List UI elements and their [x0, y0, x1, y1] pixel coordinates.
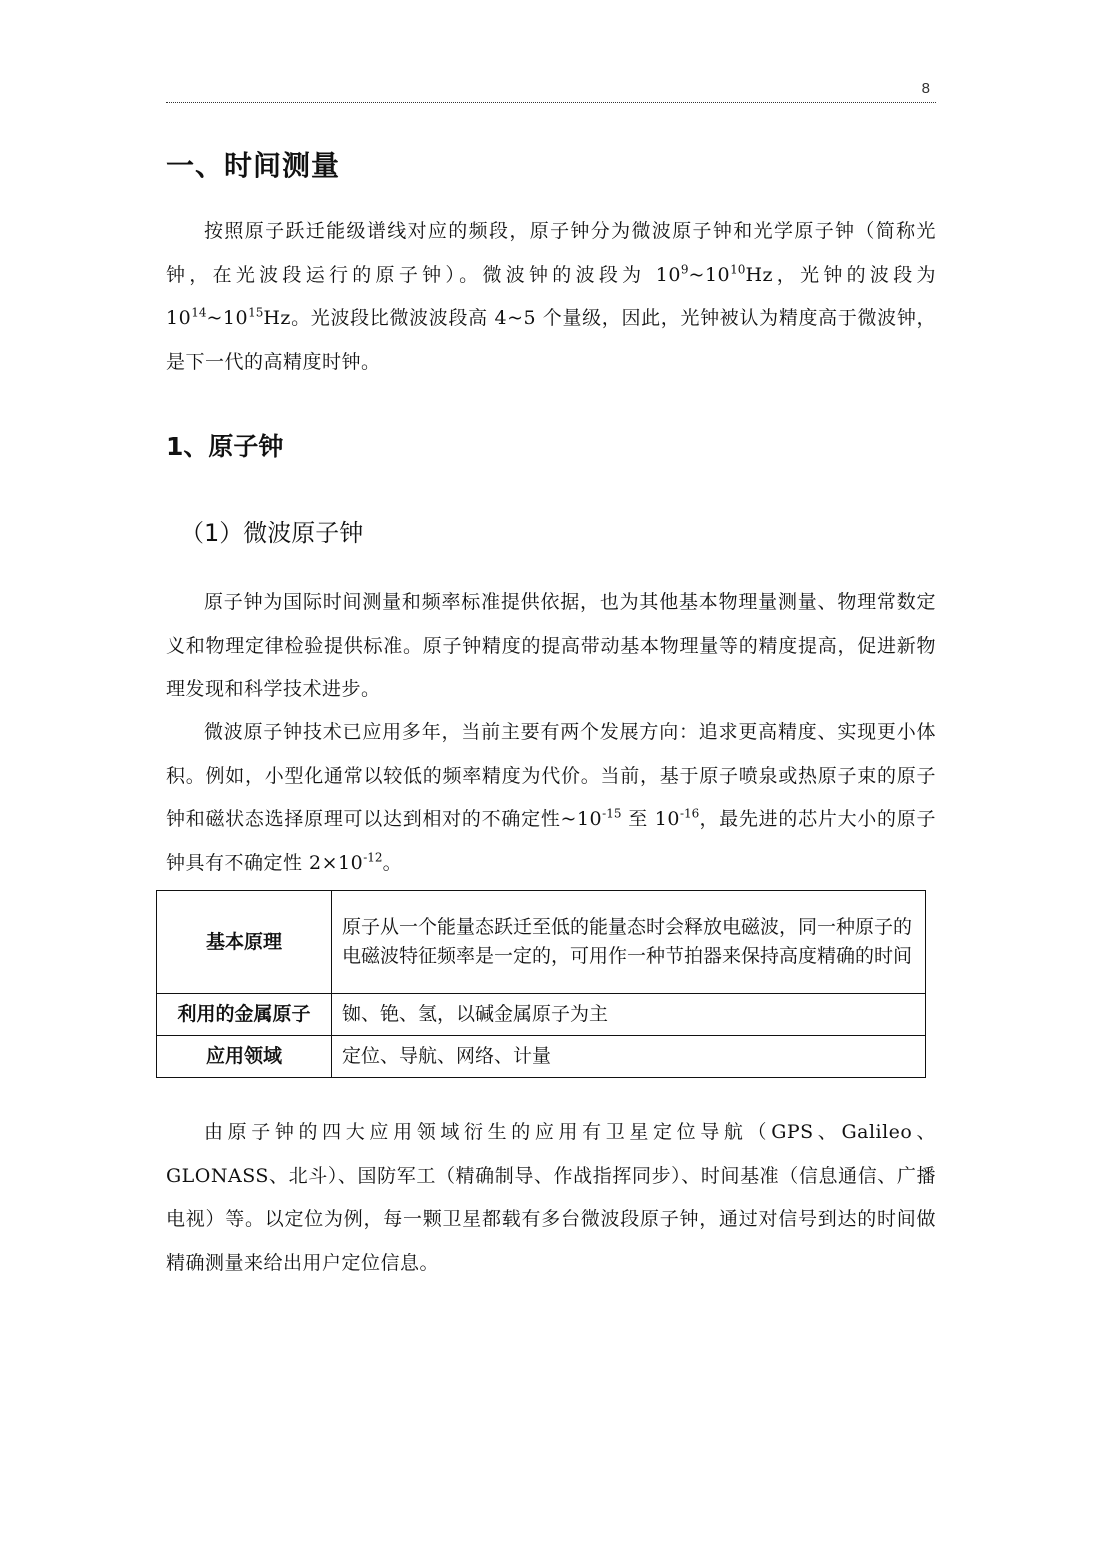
table-row-applications: [157, 1036, 926, 1078]
exponent-minus-15: -15: [602, 806, 622, 821]
header-divider: [166, 102, 936, 103]
intro-text-2: ~10: [688, 263, 731, 286]
table-row-principle: [157, 891, 926, 994]
p3-text-4: 。: [382, 851, 403, 874]
subsubsection-heading: （1）微波原子钟: [180, 519, 364, 547]
microwave-clock-paragraph: [166, 711, 936, 885]
intro-text-4: ~10: [206, 307, 249, 329]
exponent-14: 14: [191, 305, 207, 320]
table-value-applications: 定位、导航、网络、计量: [332, 1036, 926, 1078]
exponent-9: 9: [680, 262, 689, 277]
intro-paragraph: [166, 210, 936, 384]
intro-text-5: Hz。光波段比微波波段高 4~5 个量级，因此，光钟被认为精度高于微波钟，是下一代的高精度时钟。: [166, 307, 936, 373]
section-heading: 一、时间测量: [166, 149, 341, 182]
subsection-heading: 1、原子钟: [166, 432, 284, 461]
exponent-minus-12: -12: [363, 850, 383, 865]
exponent-minus-16: -16: [679, 806, 700, 821]
table-label-principle: 基本原理: [157, 891, 332, 994]
p3-text-3: ，最先进的芯片大小的原子钟具有不确定性 2×10: [166, 808, 936, 874]
atomic-clock-purpose-paragraph: 原子钟为国际时间测量和频率标准提供依据，也为其他基本物理量测量、物理常数定义和物理定律检验提供标准。原子钟精度的提高带动基本物理量等的精度提高，促进新物理发现和科学技术进步。: [166, 591, 936, 700]
p3-text-1: 微波原子钟技术已应用多年，当前主要有两个发展方向：追求更高精度、实现更小体积。例如，小型化通常以较低的频率精度为代价。当前，基于原子喷泉或热原子束的原子钟和磁状态选择原理可以达到相对的不确定性~10: [166, 721, 936, 830]
table-value-metals: 铷、铯、氢，以碱金属原子为主: [332, 994, 926, 1036]
intro-text-3: Hz，光钟的波段为 10: [166, 263, 936, 329]
table-label-applications: 应用领域: [157, 1036, 332, 1078]
intro-text-1: 按照原子跃迁能级谱线对应的频段，原子钟分为微波原子钟和光学原子钟（简称光钟，在光波段运行的原子钟）。微波钟的波段为 10: [166, 220, 936, 286]
table-label-metals: 利用的金属原子: [157, 994, 332, 1036]
table-value-principle: 原子从一个能量态跃迁至低的能量态时会释放电磁波，同一种原子的电磁波特征频率是一定的，可用作一种节拍器来保持高度精确的时间: [332, 891, 926, 994]
exponent-15: 15: [248, 305, 264, 320]
exponent-10: 10: [730, 262, 746, 277]
applications-paragraph: 由原子钟的四大应用领域衍生的应用有卫星定位导航（GPS、Galileo、GLONASS、北斗）、国防军工（精确制导、作战指挥同步）、时间基准（信息通信、广播电视）等。以定位为例，每一颗卫星都载有多台微波段原子钟，通过对信号到达的时间做精确测量来给出用户定位信息。: [166, 1121, 936, 1274]
page-number: 8: [921, 80, 930, 97]
atomic-clock-info-table: [156, 890, 926, 1078]
table-row-metals: [157, 994, 926, 1036]
p3-text-2: 至 10: [621, 808, 680, 830]
